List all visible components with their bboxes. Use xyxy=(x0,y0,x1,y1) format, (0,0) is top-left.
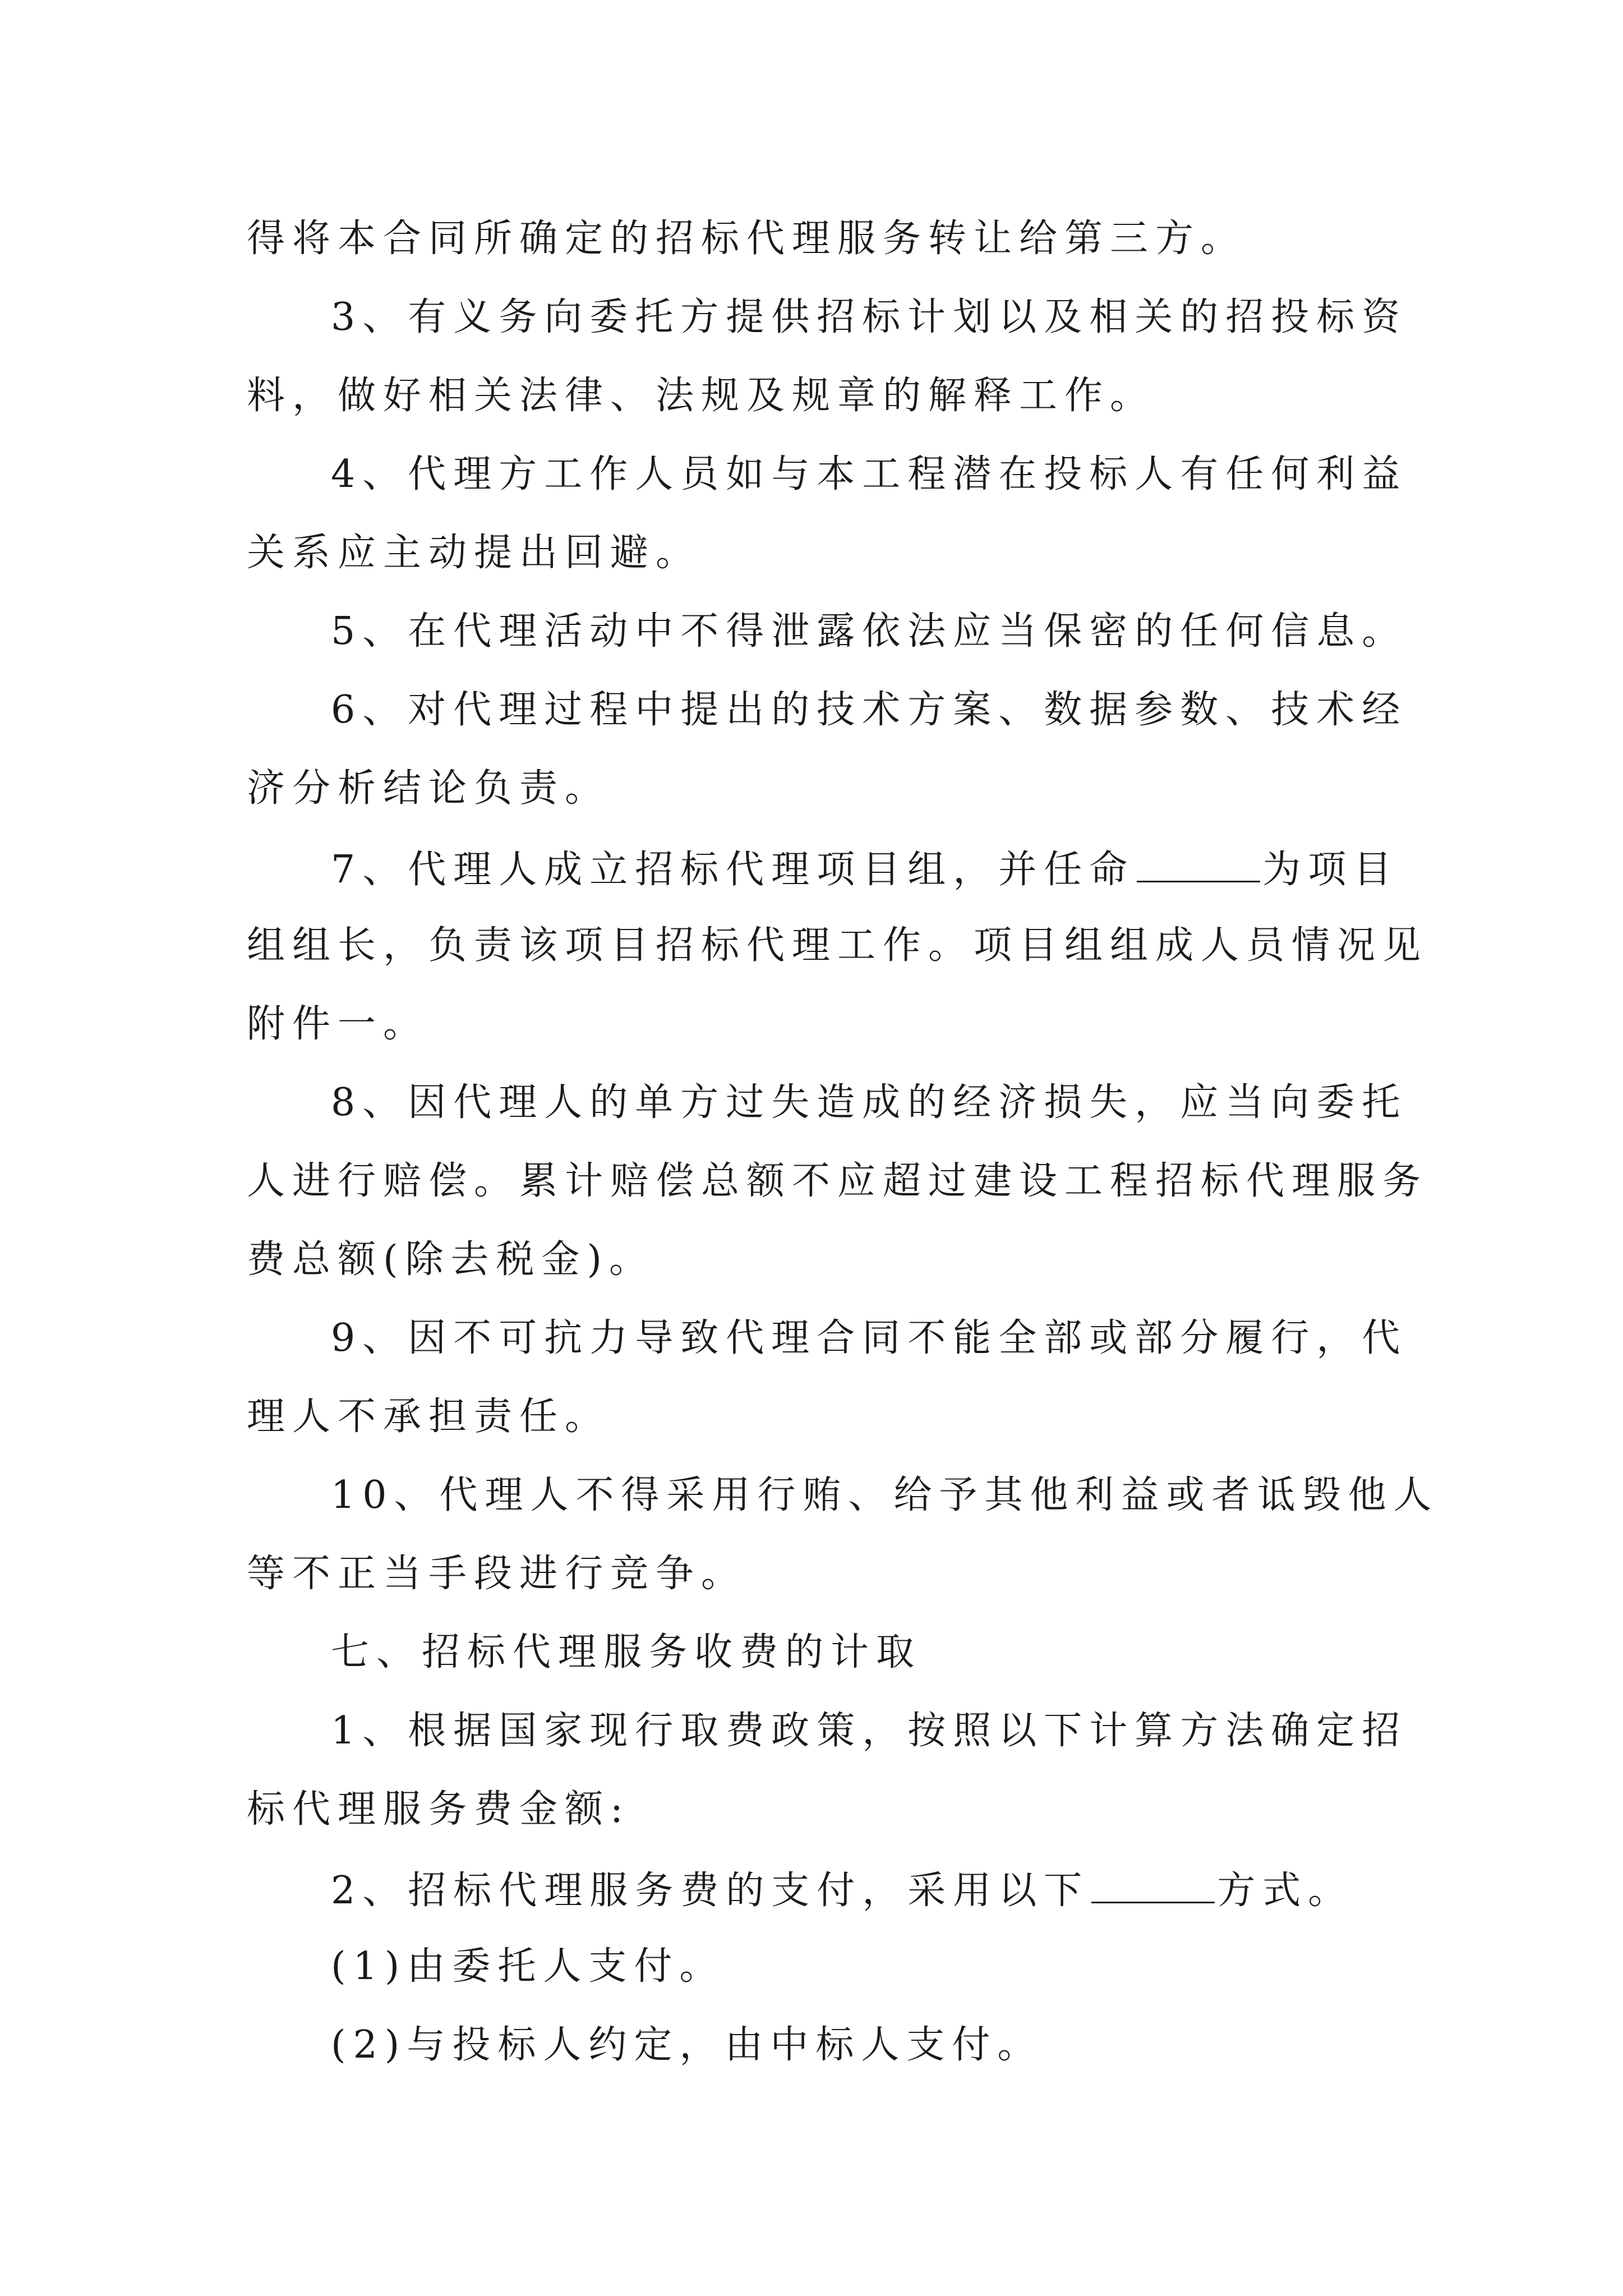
text-line: 组组长，负责该项目招标代理工作。项目组组成人员情况见 xyxy=(247,923,1428,968)
text-line xyxy=(331,1869,1354,1913)
text-line: 5、在代理活动中不得泄露依法应当保密的任何信息。 xyxy=(331,609,1408,654)
text-line: 3、有义务向委托方提供招标计划以及相关的招投标资 xyxy=(331,295,1408,339)
text-segment: 方式。 xyxy=(1217,1869,1354,1913)
option-item: (2)与投标人约定，由中标人支付。 xyxy=(331,2023,1043,2067)
text-line: 4、代理方工作人员如与本工程潜在投标人有任何利益 xyxy=(331,452,1408,496)
text-line xyxy=(331,848,1399,892)
text-line: 理人不承担责任。 xyxy=(247,1395,611,1439)
text-line: 费总额(除去税金)。 xyxy=(247,1237,655,1282)
text-line: 关系应主动提出回避。 xyxy=(247,531,702,575)
text-line: 等不正当手段进行竞争。 xyxy=(247,1552,747,1596)
text-line: 标代理服务费金额: xyxy=(247,1787,630,1832)
text-line: 6、对代理过程中提出的技术方案、数据参数、技术经 xyxy=(331,688,1408,732)
text-line: 人进行赔偿。累计赔偿总额不应超过建设工程招标代理服务 xyxy=(247,1159,1428,1203)
text-segment: 为项目 xyxy=(1262,848,1399,892)
text-line: 10、代理人不得采用行贿、给予其他利益或者诋毁他人 xyxy=(331,1473,1439,1517)
text-segment: 2、招标代理服务费的支付，采用以下 xyxy=(331,1869,1090,1913)
fill-in-blank[interactable] xyxy=(1091,1869,1215,1903)
text-line: 9、因不可抗力导致代理合同不能全部或部分履行，代 xyxy=(331,1316,1408,1360)
text-line: 1、根据国家现行取费政策，按照以下计算方法确定招 xyxy=(331,1709,1408,1753)
option-item: (1)由委托人支付。 xyxy=(331,1944,725,1989)
text-segment: 7、代理人成立招标代理项目组，并任命 xyxy=(331,848,1135,892)
fill-in-blank[interactable] xyxy=(1137,848,1260,882)
text-line: 得将本合同所确定的招标代理服务转让给第三方。 xyxy=(247,217,1247,261)
text-line: 料，做好相关法律、法规及规章的解释工作。 xyxy=(247,374,1156,418)
text-line: 8、因代理人的单方过失造成的经济损失，应当向委托 xyxy=(331,1080,1408,1125)
text-line: 济分析结论负责。 xyxy=(247,766,611,811)
section-heading: 七、招标代理服务收费的计取 xyxy=(331,1630,922,1674)
text-line: 附件一。 xyxy=(247,1002,429,1046)
